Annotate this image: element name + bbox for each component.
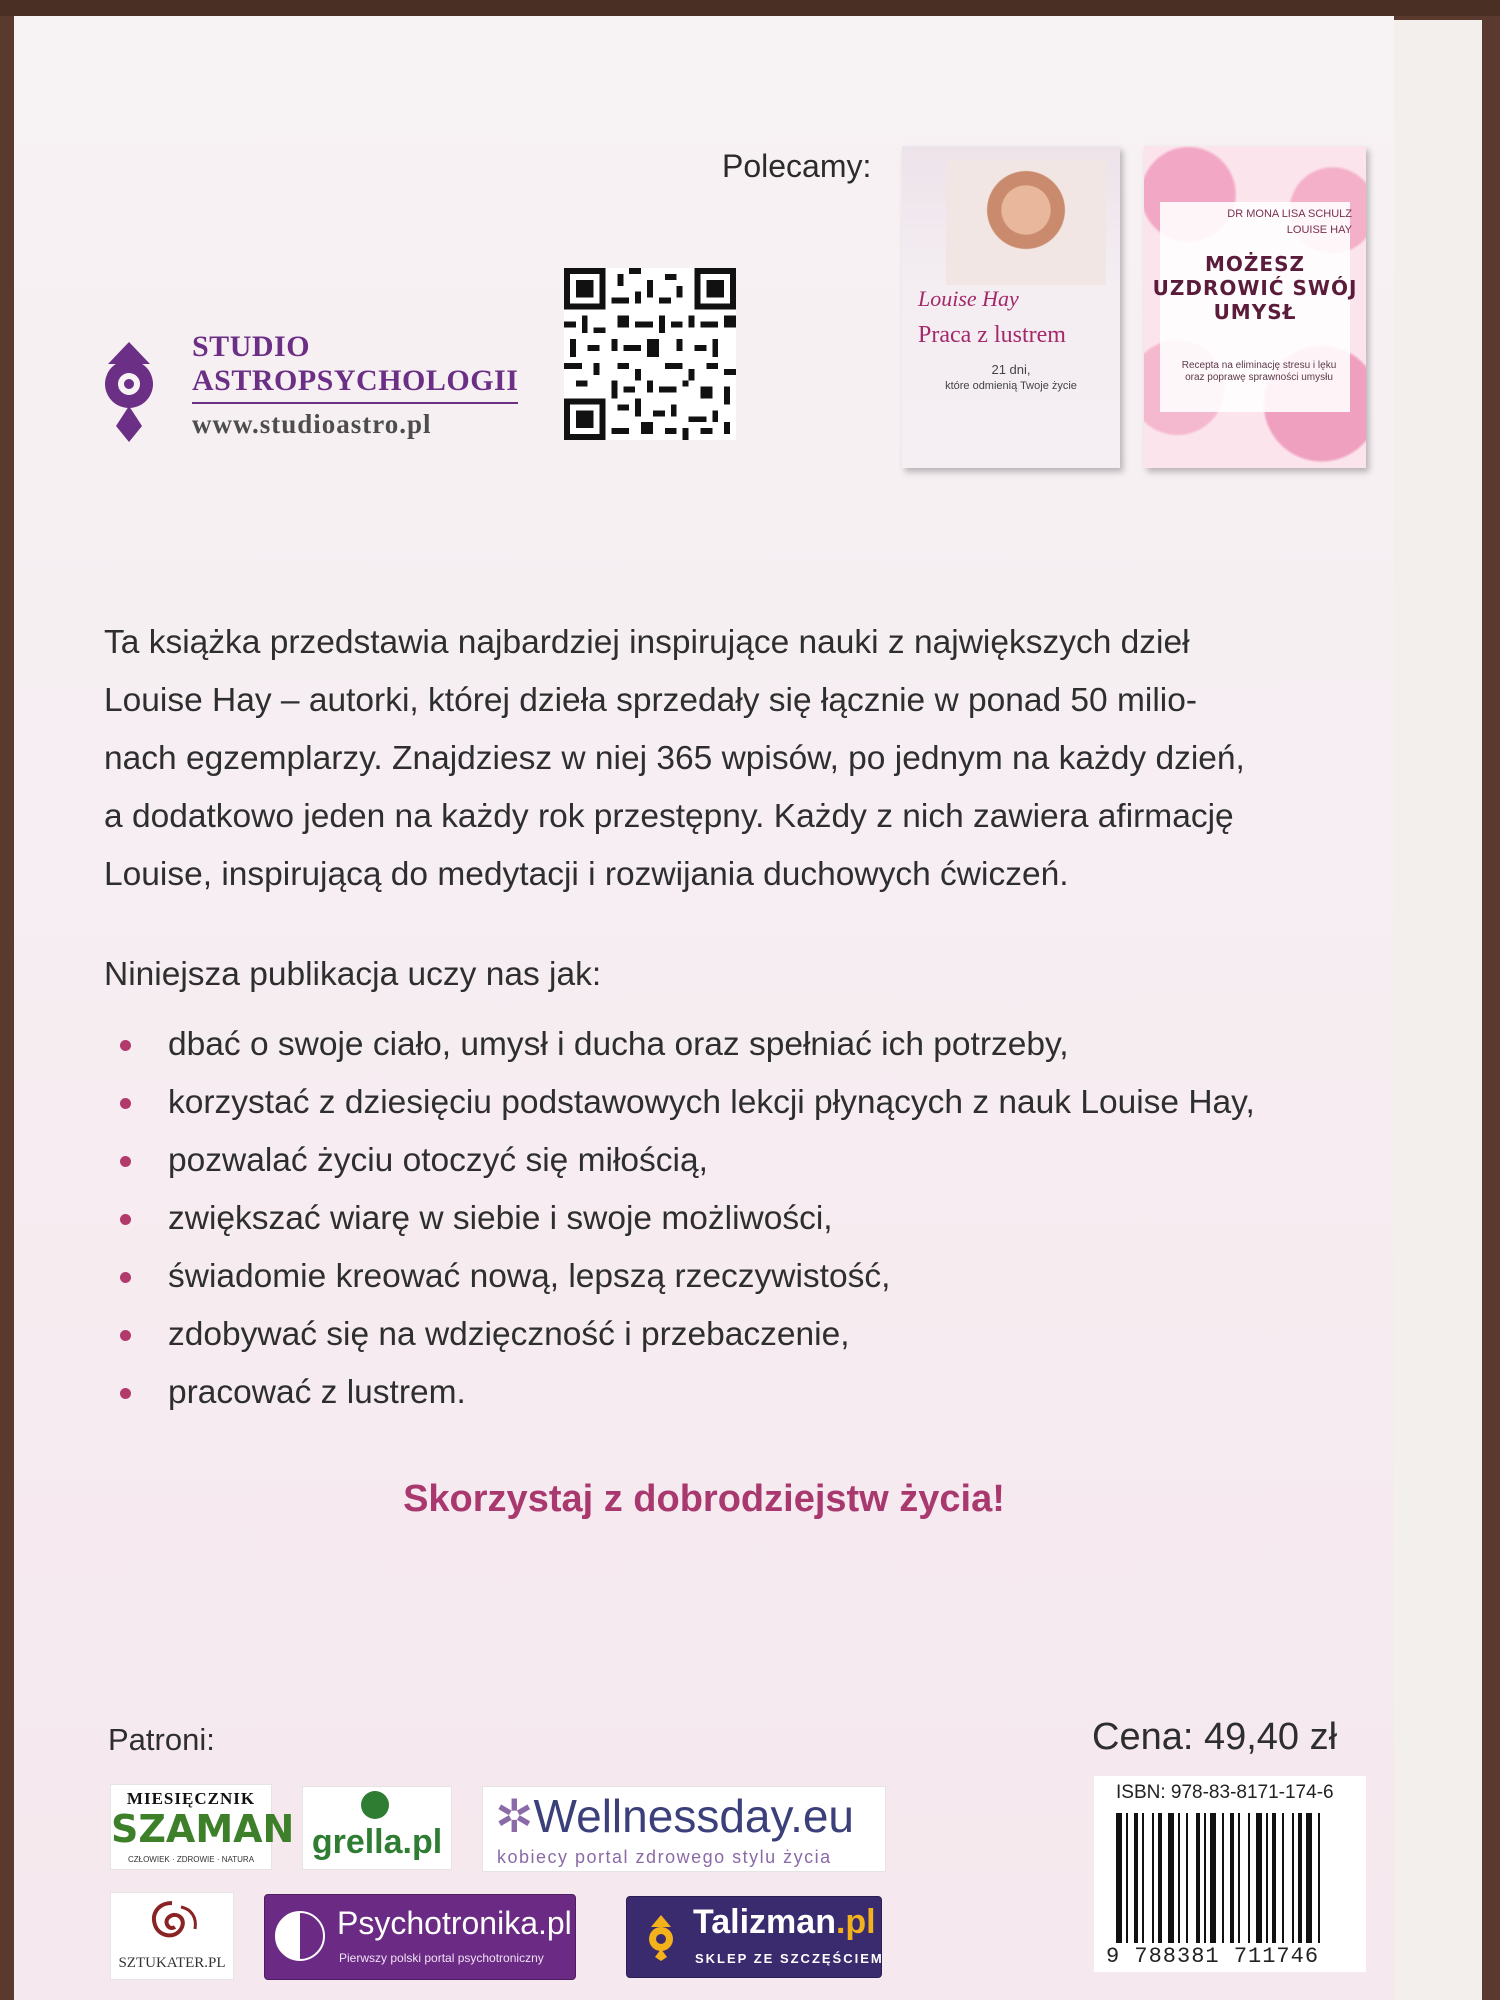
publisher-logo-icon: [98, 334, 160, 444]
patron-logo-tagline: CZŁOWIEK · ZDROWIE · NATURA: [127, 1855, 255, 1864]
barcode-bar: [1116, 1813, 1122, 1943]
list-item: [106, 1132, 1255, 1190]
book-author: LOUISE HAY: [1286, 224, 1352, 236]
barcode-bar: [1318, 1813, 1320, 1943]
page-edges: [1390, 20, 1482, 2000]
barcode-bar: [1152, 1813, 1154, 1943]
publisher-name-line2: ASTROPSYCHOLOGII: [192, 364, 519, 397]
barcode-bar: [1134, 1813, 1138, 1943]
patron-logo-text: Talizman.pl: [693, 1903, 876, 1941]
patron-logo-wellnessday: [482, 1786, 886, 1872]
list-item-text: zwiększać wiarę w siebie i swoje możliwości,: [168, 1200, 833, 1237]
bullet-icon: [120, 1330, 131, 1341]
book-subtitle: które odmienią Twoje życie: [945, 380, 1077, 392]
barcode-bar: [1142, 1813, 1144, 1943]
patron-logo-text: SZTUKATER.PL: [118, 1955, 226, 1971]
yin-yang-icon: [275, 1911, 325, 1961]
price: Cena: 49,40 zł: [1092, 1716, 1338, 1758]
background-surface: [0, 0, 1500, 16]
description-line: Louise Hay – autorki, której dzieła sprzedały się łącznie w ponad 50 milio-: [104, 682, 1198, 719]
recommended-book-praca-z-lustrem: [902, 146, 1120, 468]
book-cover-photo: [946, 160, 1106, 285]
barcode-bar: [1282, 1813, 1284, 1943]
bullet-icon: [120, 1098, 131, 1109]
bullet-icon: [120, 1156, 131, 1167]
patron-logo-text: MIESIĘCZNIK: [126, 1789, 256, 1808]
talisman-icon: [639, 1913, 683, 1961]
barcode-bar: [1266, 1813, 1268, 1943]
barcode-bar: [1126, 1813, 1128, 1943]
list-item: [106, 1190, 1255, 1248]
recommend-label: Polecamy:: [722, 148, 872, 184]
book-subtitle: 21 dni,: [991, 362, 1031, 377]
list-item-text: dbać o swoje ciało, umysł i ducha oraz spełniać ich potrzeby,: [168, 1026, 1069, 1063]
list-item-text: zdobywać się na wdzięczność i przebaczenie,: [168, 1316, 850, 1353]
patron-logo-text: Psychotronika.pl: [337, 1905, 572, 1941]
barcode-bar: [1238, 1813, 1240, 1943]
barcode-bar: [1186, 1813, 1188, 1943]
barcode-bar: [1298, 1813, 1302, 1943]
list-item-text: świadomie kreować nową, lepszą rzeczywistość,: [168, 1258, 891, 1295]
slogan: Skorzystaj z dobrodziejstw życia!: [403, 1478, 1005, 1520]
patron-logo-talizman: [626, 1896, 882, 1978]
list-item-text: pracować z lustrem.: [168, 1374, 466, 1411]
patron-logo-tagline: SKLEP ZE SZCZĘŚCIEM: [695, 1951, 884, 1966]
bullet-icon: [120, 1214, 131, 1225]
isbn-label: ISBN: 978-83-8171-174-6: [1116, 1782, 1334, 1803]
description-line: Louise, inspirującą do medytacji i rozwijania duchowych ćwiczeń.: [104, 856, 1069, 893]
book-back-cover: [14, 16, 1394, 2000]
barcode-bar: [1248, 1813, 1250, 1943]
patron-logo-sztukater: [110, 1892, 234, 1980]
benefits-list: [106, 1016, 1255, 1422]
leaf-icon: [361, 1791, 389, 1819]
barcode-bar: [1272, 1813, 1276, 1943]
barcode-bar: [1256, 1813, 1262, 1943]
patron-logo-tagline: Pierwszy polski portal psychotroniczny: [339, 1951, 544, 1965]
barcode-bar: [1292, 1813, 1294, 1943]
barcode-bar: [1222, 1813, 1224, 1943]
patron-logo-tagline: kobiecy portal zdrowego stylu życia: [497, 1847, 832, 1867]
barcode-bar: [1204, 1813, 1206, 1943]
barcode-bar: [1230, 1813, 1234, 1943]
barcode-bar: [1168, 1813, 1174, 1943]
barcode-bar: [1196, 1813, 1200, 1943]
list-item: [106, 1074, 1255, 1132]
patron-logo-text: ✲Wellnessday.eu: [495, 1790, 855, 1842]
patrons-label: Patroni:: [108, 1722, 215, 1757]
patron-logo-text: SZAMAN: [111, 1807, 295, 1851]
barcode-bar: [1306, 1813, 1312, 1943]
patron-logo-szaman: [110, 1784, 295, 1870]
list-item: [106, 1306, 1255, 1364]
qr-code: [564, 268, 736, 440]
barcode-bar: [1158, 1813, 1162, 1943]
bullet-icon: [120, 1040, 131, 1051]
recommended-book-mozesz-uzdrowic: [1144, 146, 1366, 468]
book-subtitle: Recepta na eliminację stresu i lęku oraz poprawę sprawności umysłu: [1181, 360, 1337, 383]
flower-icon: ✲: [495, 1790, 534, 1842]
description-line: Ta książka przedstawia najbardziej inspirujące nauki z największych dzieł: [104, 624, 1190, 661]
isbn-number: 9 788381 711746: [1106, 1944, 1320, 1969]
list-item: [106, 1364, 1255, 1422]
bullet-icon: [120, 1388, 131, 1399]
description-line: nach egzemplarzy. Znajdziesz w niej 365 wpisów, po jednym na każdy dzień,: [104, 740, 1245, 777]
bullet-icon: [120, 1272, 131, 1283]
list-item-text: korzystać z dziesięciu podstawowych lekcji płynących z nauk Louise Hay,: [168, 1084, 1255, 1121]
list-intro: Niniejsza publikacja uczy nas jak:: [104, 956, 602, 993]
publisher-url: www.studioastro.pl: [192, 402, 518, 442]
patron-logo-grella: [302, 1786, 452, 1870]
description: [104, 614, 1384, 904]
barcode-bar: [1178, 1813, 1180, 1943]
book-author: Louise Hay: [918, 286, 1019, 311]
publisher-logo-text: [192, 330, 518, 442]
publisher-name-line1: STUDIO: [192, 330, 311, 363]
barcode-bar: [1210, 1813, 1216, 1943]
list-item: [106, 1248, 1255, 1306]
book-title: Praca z lustrem: [918, 322, 1066, 348]
book-author: DR MONA LISA SCHULZ: [1227, 208, 1352, 220]
list-item: [106, 1016, 1255, 1074]
book-title: MOŻESZ UZDROWIĆ SWÓJ UMYSŁ: [1152, 252, 1358, 324]
ornament-icon: [141, 1897, 203, 1949]
barcode: [1114, 1813, 1348, 1943]
patron-logo-psychotronika: [264, 1894, 576, 1980]
description-line: a dodatkowo jeden na każdy rok przestępny. Każdy z nich zawiera afirmację: [104, 798, 1234, 835]
list-item-text: pozwalać życiu otoczyć się miłością,: [168, 1142, 708, 1179]
patron-logo-text: grella.pl: [311, 1823, 443, 1861]
